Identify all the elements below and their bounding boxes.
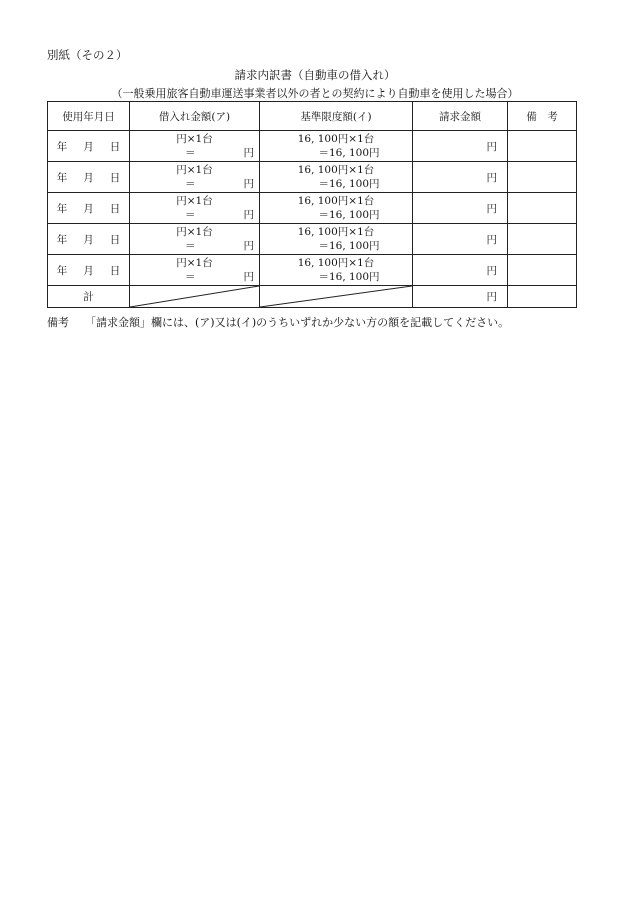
total-row: [48, 286, 577, 308]
header-claim-amount: 請求金額: [413, 102, 508, 131]
total-label-cell: 計: [48, 286, 130, 308]
standard-limit-cell: 16, 100円×1台 ＝16, 100円: [260, 193, 413, 224]
standard-limit-cell: 16, 100円×1台 ＝16, 100円: [260, 162, 413, 193]
claim-amount-cell[interactable]: 円: [413, 131, 508, 162]
claim-amount-cell[interactable]: 円: [413, 193, 508, 224]
claim-breakdown-table: [47, 101, 577, 308]
rental-amount-cell[interactable]: 円×1台 ＝ 円: [130, 162, 260, 193]
claim-amount-cell[interactable]: 円: [413, 162, 508, 193]
diagonal-strike-line: [130, 286, 259, 307]
document-subtitle: （一般乗用旅客自動車運送事業者以外の者との契約により自動車を使用した場合）: [111, 87, 519, 100]
standard-limit-cell: 16, 100円×1台 ＝16, 100円: [260, 224, 413, 255]
attachment-label: 別紙（その２）: [47, 48, 128, 62]
table-row: [48, 162, 577, 193]
rental-amount-cell[interactable]: 円×1台 ＝ 円: [130, 224, 260, 255]
standard-limit-cell: 16, 100円×1台 ＝16, 100円: [260, 131, 413, 162]
rental-amount-cell[interactable]: 円×1台 ＝ 円: [130, 131, 260, 162]
header-rental-amount: 借入れ金額(ア): [130, 102, 260, 131]
table-row: [48, 224, 577, 255]
remarks-cell[interactable]: [508, 162, 577, 193]
header-remarks: 備 考: [508, 102, 577, 131]
usage-date-cell[interactable]: 年 月 日: [48, 193, 130, 224]
total-limit-crossed-cell: [260, 286, 413, 308]
total-rental-crossed-cell: [130, 286, 260, 308]
usage-date-cell[interactable]: 年 月 日: [48, 131, 130, 162]
usage-date-cell[interactable]: 年 月 日: [48, 162, 130, 193]
note-text: 「請求金額」欄には、(ア)又は(イ)のうちいずれか少ない方の額を記載してください。: [85, 316, 510, 329]
remarks-note: [47, 314, 509, 330]
claim-amount-cell[interactable]: 円: [413, 255, 508, 286]
usage-date-cell[interactable]: 年 月 日: [48, 255, 130, 286]
remarks-cell[interactable]: [508, 131, 577, 162]
rental-amount-cell[interactable]: 円×1台 ＝ 円: [130, 255, 260, 286]
remarks-cell[interactable]: [508, 224, 577, 255]
remarks-cell[interactable]: [508, 193, 577, 224]
header-standard-limit: 基準限度額(イ): [260, 102, 413, 131]
table-row: [48, 131, 577, 162]
remarks-cell[interactable]: [508, 255, 577, 286]
claim-amount-cell[interactable]: 円: [413, 224, 508, 255]
table-row: [48, 255, 577, 286]
note-label: 備考: [47, 316, 69, 329]
usage-date-cell[interactable]: 年 月 日: [48, 224, 130, 255]
rental-amount-cell[interactable]: 円×1台 ＝ 円: [130, 193, 260, 224]
standard-limit-cell: 16, 100円×1台 ＝16, 100円: [260, 255, 413, 286]
diagonal-strike-line: [260, 286, 412, 307]
table-header-row: [48, 102, 577, 131]
header-usage-date: 使用年月日: [48, 102, 130, 131]
table-row: [48, 193, 577, 224]
document-title: 請求内訳書（自動車の借入れ）: [234, 68, 396, 82]
total-claim-amount-cell[interactable]: 円: [413, 286, 508, 308]
total-remarks-cell[interactable]: [508, 286, 577, 308]
